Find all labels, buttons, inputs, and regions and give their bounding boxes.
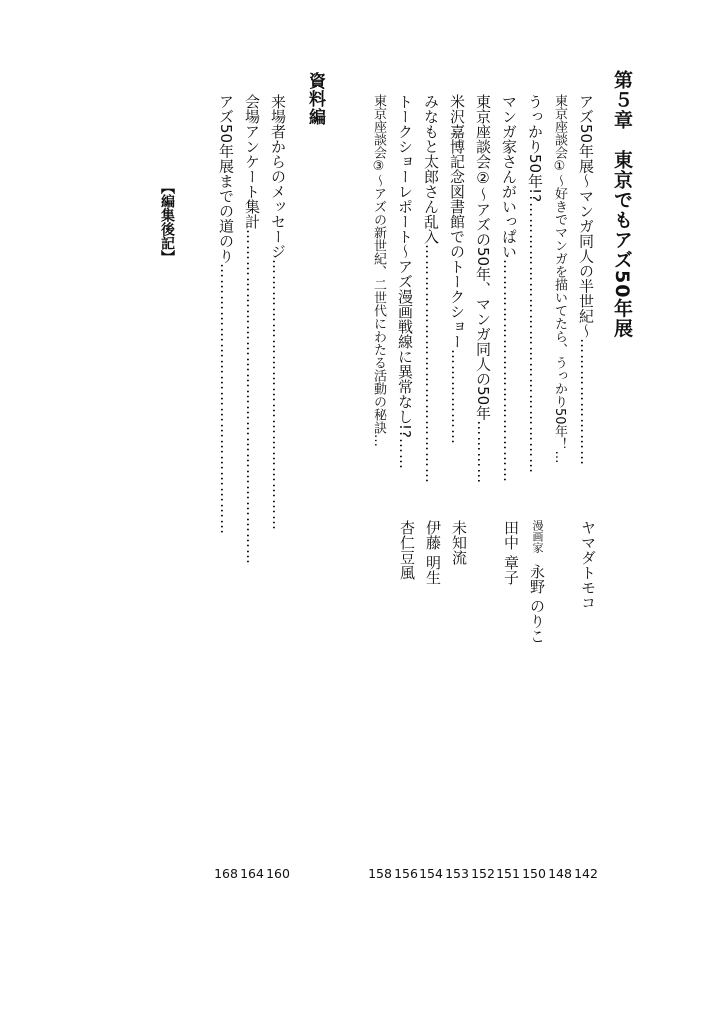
- page-number: 158: [368, 866, 392, 881]
- page-number: 156: [394, 866, 418, 881]
- leader-dots: ……: [396, 437, 414, 470]
- page-number: 142: [574, 866, 598, 881]
- appendix-title: 資料編: [305, 72, 325, 126]
- leader-dots: ……………………………………: [500, 259, 518, 483]
- toc-entry-title: 東京座談会①～好きでマンガを描いてたら、うっかり50年！…: [552, 94, 567, 464]
- leader-dots: ……………………………………………: [217, 263, 235, 536]
- toc-entry-title: 来場者からのメッセージ: [269, 94, 287, 259]
- page-number: 151: [496, 866, 520, 881]
- page-number: 152: [471, 866, 495, 881]
- toc-entry-title: みなもと太郎さん乱入: [422, 94, 440, 244]
- page-number: 148: [548, 866, 572, 881]
- toc-entry-title: マンガ家さんがいっぱい: [500, 94, 518, 259]
- appendix-entry-2[interactable]: [244, 94, 259, 565]
- toc-entry-author: 永野 のりこ: [528, 563, 546, 644]
- toc-entry-title: 米沢嘉博記念図書館でのトークショー: [448, 94, 466, 349]
- leader-dots: …: [371, 434, 386, 448]
- leader-dots: ……………………: [577, 338, 595, 467]
- toc-entry-4[interactable]: [501, 94, 516, 483]
- toc-entry-8[interactable]: [397, 94, 412, 470]
- toc-entry-title: うっかり50年!?: [526, 94, 544, 203]
- toc-entry-7[interactable]: [423, 94, 438, 484]
- afterword-label[interactable]: 【編集後記】: [159, 180, 175, 264]
- toc-entry-title: 東京座談会②～アズの50年、マンガ同人の50年: [474, 94, 492, 421]
- leader-dots: …………: [474, 420, 492, 485]
- author-role-label: 漫画家: [531, 520, 544, 553]
- toc-entry-9[interactable]: [372, 94, 385, 448]
- toc-entry-author: 未知流: [450, 520, 468, 565]
- leader-dots: ……………………………………………: [269, 259, 287, 531]
- chapter-title: 第５章 東京でもアズ50年展: [611, 70, 633, 339]
- leader-dots: ………………………………………: [422, 244, 440, 484]
- toc-entry-title: 会場アンケート集計: [243, 94, 261, 229]
- page-number: 154: [419, 866, 443, 881]
- toc-entry-title: 東京座談会③～アズの新世紀、二世代にわたる活動の秘訣: [371, 94, 386, 434]
- toc-entry-author: ヤマダトモコ: [579, 520, 597, 610]
- toc-entry-5[interactable]: [475, 94, 490, 484]
- toc-entry-3[interactable]: [527, 94, 542, 474]
- page-number: 160: [266, 866, 290, 881]
- toc-entry-1[interactable]: [578, 94, 593, 466]
- toc-entry-title: アズ50年展～マンガ同人の半世紀～: [577, 94, 595, 339]
- leader-dots: ………………: [448, 349, 466, 445]
- toc-entry-title: トークショーレポート～アズ漫画戦線に異常なし!?: [396, 94, 414, 438]
- appendix-entry-1[interactable]: [270, 94, 285, 531]
- toc-entry-author: 杏仁豆風: [398, 520, 416, 580]
- page-number: 168: [214, 866, 238, 881]
- page-number: 150: [522, 866, 546, 881]
- toc-entry-6[interactable]: [449, 94, 464, 445]
- toc-entry-author: 伊藤 明生: [424, 520, 442, 585]
- toc-entry-title: アズ50年展までの道のり: [217, 94, 235, 264]
- page-number: 164: [240, 866, 264, 881]
- appendix-entry-3[interactable]: [218, 94, 233, 535]
- page-number: 153: [445, 866, 469, 881]
- leader-dots: ………………………………………………………: [243, 229, 261, 565]
- toc-entry-author-block: [527, 520, 548, 644]
- toc-entry-2[interactable]: [553, 94, 566, 464]
- toc-entry-author: 田中 章子: [502, 520, 520, 585]
- leader-dots: ……………………………………………: [526, 202, 544, 475]
